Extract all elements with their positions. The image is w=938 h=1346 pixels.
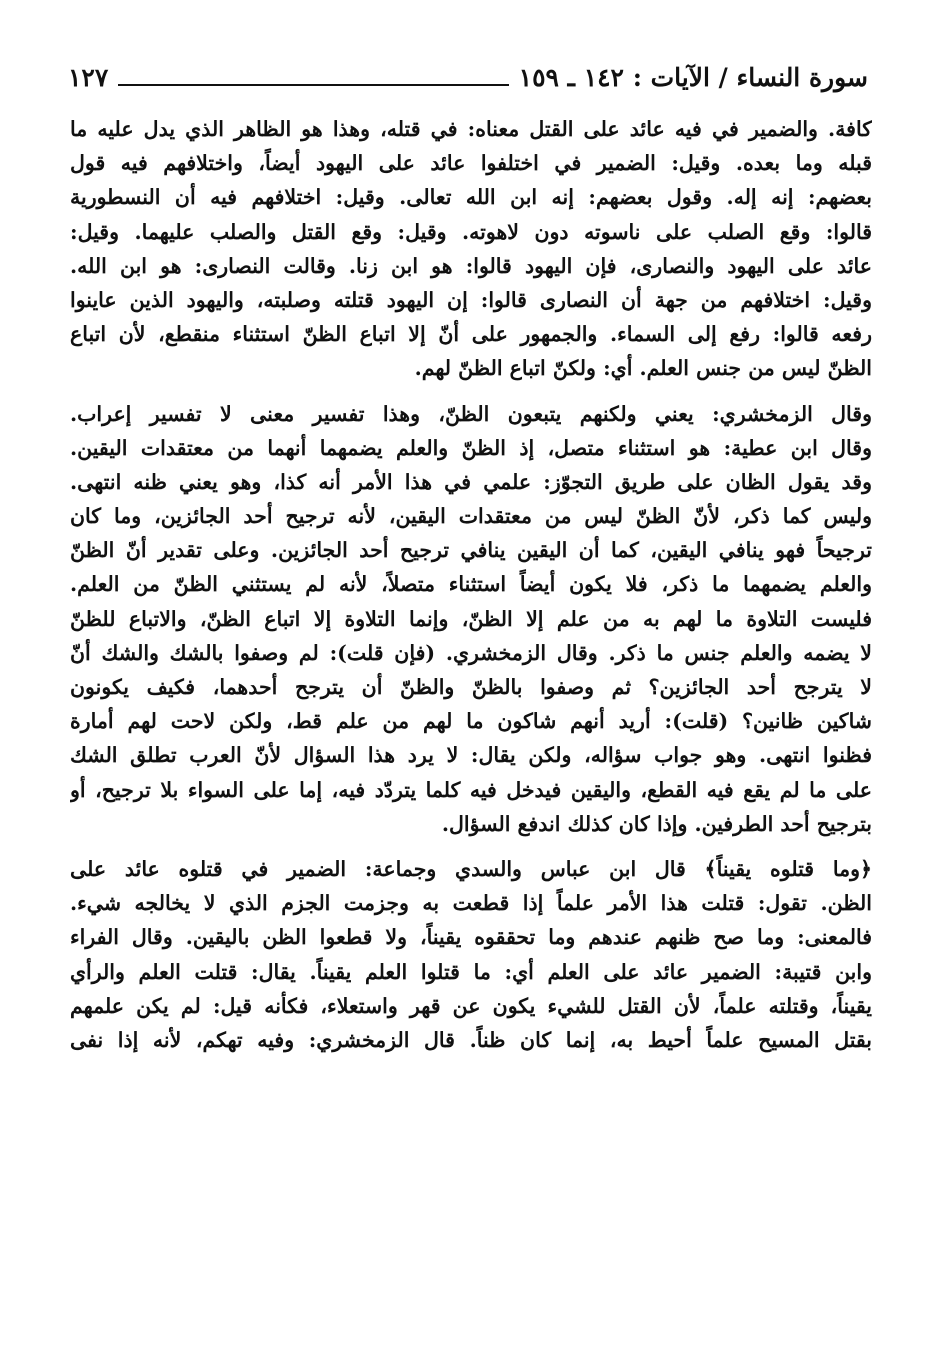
text-line: وابن قتيبة: الضمير عائد على العلم أي: ما قتلوا العلم يقيناً. يقال: قتلت العلم والرأي	[70, 959, 872, 984]
text-line: وقال ابن عطية: هو استثناء متصل، إذ الظنّ والعلم يضمهما أنهما من معتقدات اليقين.	[70, 435, 872, 460]
text-line: لا يترجح أحد الجائزين؟ ثم وصفوا بالظنّ والظنّ أن يترجح أحدهما، فكيف يكونون	[70, 675, 872, 699]
text-line: عائد على اليهود والنصارى، فإن اليهود قالوا: هو ابن زنا. وقالت النصارى: هو ابن الله.	[70, 253, 872, 278]
page-number: ١٢٧	[68, 63, 109, 92]
text-line: وقد يقول الظان على طريق التجوّز: علمي في هذا الأمر أنه كذا، وهو يعني ظنه انتهى.	[70, 469, 872, 494]
text-line: بترجيح أحد الطرفين. وإذا كان كذلك اندفع السؤال.	[441, 811, 872, 836]
text-line: وقيل: اختلافهم من جهة أن النصارى قالوا: إن اليهود قتلته وصلبته، واليهود الذين عاينوا	[70, 287, 872, 312]
text-line: فليست التلاوة ما لهم به من علم إلا الظنّ، وإنما التلاوة إلا اتباع الظنّ، والاتباع للظنّ	[70, 606, 872, 631]
running-title: سورة النساء / الآيات : ١٤٢ ـ ١٥٩	[518, 63, 868, 92]
text-line: وليس كما ذكر، لأنّ الظنّ ليس من معتقدات اليقين، لأنه ترجيح أحد الجائزين، وما كان	[70, 504, 872, 529]
text-line: على ما لم يقع فيه القطع، واليقين فيدخل فيه كلما يتردّد فيه، إما على السواء بلا ترجيح، أو	[70, 777, 872, 802]
paragraph-gap	[70, 386, 872, 397]
text-line: فظنوا انتهى. وهو جواب سؤاله، ولكن يقال: لا يرد هذا السؤال لأنّ العرب تطلق الشك	[70, 743, 872, 768]
text-line: بقتل المسيح علماً أحيط به، إنما كان ظناً. قال الزمخشري: وفيه تهكم، لأنه إذا نفى	[70, 1027, 872, 1052]
body-text	[70, 112, 872, 1057]
text-line: رفعه قالوا: رفع إلى السماء. والجمهور على أنّ إلا اتباع الظنّ استثناء منقطع، لأن اتباع	[70, 322, 872, 347]
paragraph-2	[70, 397, 872, 841]
paragraph-1	[70, 112, 872, 386]
text-line: شاكين ظانين؟ (قلت): أريد أنهم شاكون ما لهم من علم قط، ولكن لاحت لهم أمارة	[70, 709, 872, 734]
text-line: الظن. تقول: قتلت هذا الأمر علماً إذا قطعت به وجزمت الجزم الذي لا يخالجه شيء.	[70, 891, 872, 916]
text-line: قبله وما بعده. وقيل: الضمير في اختلفوا عائد على اليهود أيضاً، واختلافهم فيه قول	[70, 151, 872, 176]
text-line: قالوا: وقع الصلب على ناسوته دون لاهوته. وقيل: وقع القتل والصلب عليهما. وقيل:	[70, 219, 872, 244]
page-header	[68, 56, 868, 92]
text-line: لا يضمه والعلم جنس ما ذكر. وقال الزمخشري. (فإن قلت): لم وصفوا بالشك والشك أنّ	[70, 640, 872, 665]
text-line: كافة. والضمير في فيه عائد على القتل معناه: في قتله، وهذا هو الظاهر الذي يدل عليه ما	[70, 117, 872, 141]
text-line: يقيناً، وقتلته علماً، لأن القتل للشيء يكون عن قهر واستعلاء، فكأنه قيل: لم يكن علمهم	[70, 993, 872, 1018]
header-rule	[118, 84, 508, 86]
text-line: وقال الزمخشري: يعني ولكنهم يتبعون الظنّ، وهذا تفسير معنى لا تفسير إعراب.	[70, 401, 872, 426]
paragraph-gap	[70, 841, 872, 852]
text-line: فالمعنى: وما صح ظنهم عندهم وما تحققوه يقيناً، ولا قطعوا الظن باليقين. وقال الفراء	[70, 925, 872, 950]
text-line: والعلم يضمهما ما ذكر، فلا يكون أيضاً استثناء متصلاً، لأنه لم يستثني الظنّ من العلم.	[70, 572, 872, 597]
text-line: الظنّ ليس من جنس العلم. أي: ولكنّ اتباع الظنّ لهم.	[414, 356, 872, 381]
paragraph-3	[70, 852, 872, 1057]
text-line: ترجيحاً فهو ينافي اليقين، كما أن اليقين ينافي ترجيح أحد الجائزين. وعلى تقدير أنّ الظنّ	[70, 538, 872, 563]
text-line: بعضهم: إنه إله. وقول بعضهم: إنه ابن الله تعالى. وقيل: اختلافهم فيه أن النسطورية	[70, 185, 872, 210]
text-line: ﴿وما قتلوه يقيناً﴾ قال ابن عباس والسدي وجماعة: الضمير في قتلوه عائد على	[70, 856, 872, 881]
